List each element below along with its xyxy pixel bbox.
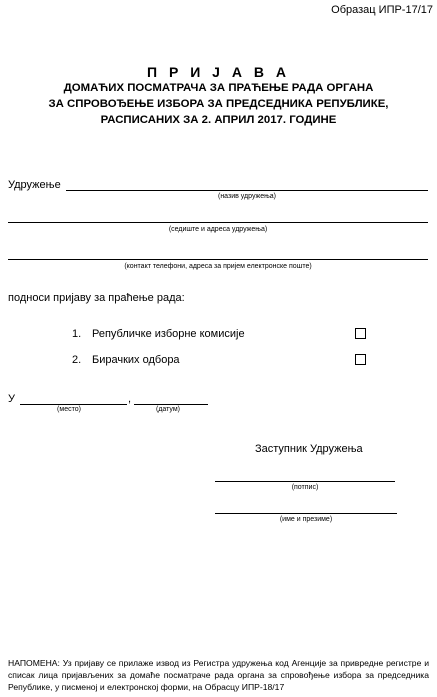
option-2-checkbox[interactable] xyxy=(355,354,366,365)
option-1-label: Републичке изборне комисије xyxy=(92,328,245,340)
place-field[interactable] xyxy=(20,404,127,405)
contact-caption: (контакт телефони, адреса за пријем електронске поште) xyxy=(124,263,312,270)
representative-label: Заступник Удружења xyxy=(255,443,363,455)
contact-field[interactable] xyxy=(8,259,428,260)
option-2-number: 2. xyxy=(72,354,82,366)
association-label: Удружење xyxy=(8,179,61,191)
option-1-number: 1. xyxy=(72,328,82,340)
option-1-checkbox[interactable] xyxy=(355,328,366,339)
place-caption: (место) xyxy=(57,406,81,413)
association-name-field[interactable] xyxy=(66,190,428,191)
footnote: НАПОМЕНА: Уз пријаву се прилаже извод из Регистра удружења код Агенције за привредне регистре и списак лица пријављених за домаће посматраче рада органа за спровођење избора за председника Републике, у писменој и електронској форми, на Обрасцу ИПР-18/17 xyxy=(8,658,429,692)
form-code: Образац ИПР-17/17 xyxy=(331,4,433,16)
date-field[interactable] xyxy=(134,404,208,405)
address-field[interactable] xyxy=(8,222,428,223)
subtitle-line-2: ЗА СПРОВОЂЕЊЕ ИЗБОРА ЗА ПРЕДСЕДНИКА РЕПУБЛИКЕ, xyxy=(48,98,389,110)
place-prefix: У xyxy=(8,393,15,405)
subtitle-line-3: РАСПИСАНИХ ЗА 2. АПРИЛ 2017. ГОДИНЕ xyxy=(100,114,337,126)
option-2-label: Бирачких одбора xyxy=(92,354,180,366)
date-caption: (датум) xyxy=(155,406,180,413)
subtitle-line-1: ДОМАЋИХ ПОСМАТРАЧА ЗА ПРАЋЕЊЕ РАДА ОРГАНА xyxy=(63,82,374,94)
address-caption: (седиште и адреса удружења) xyxy=(168,226,268,233)
full-name-field[interactable] xyxy=(215,513,397,514)
submits-text: подноси пријаву за праћење рада: xyxy=(8,292,185,304)
full-name-caption: (име и презиме) xyxy=(279,516,333,523)
association-name-caption: (назив удружења) xyxy=(217,193,277,200)
signature-caption: (потпис) xyxy=(291,484,319,491)
place-comma: , xyxy=(128,393,132,405)
signature-field[interactable] xyxy=(215,481,395,482)
form-title: П Р И Ј А В А xyxy=(147,64,290,80)
